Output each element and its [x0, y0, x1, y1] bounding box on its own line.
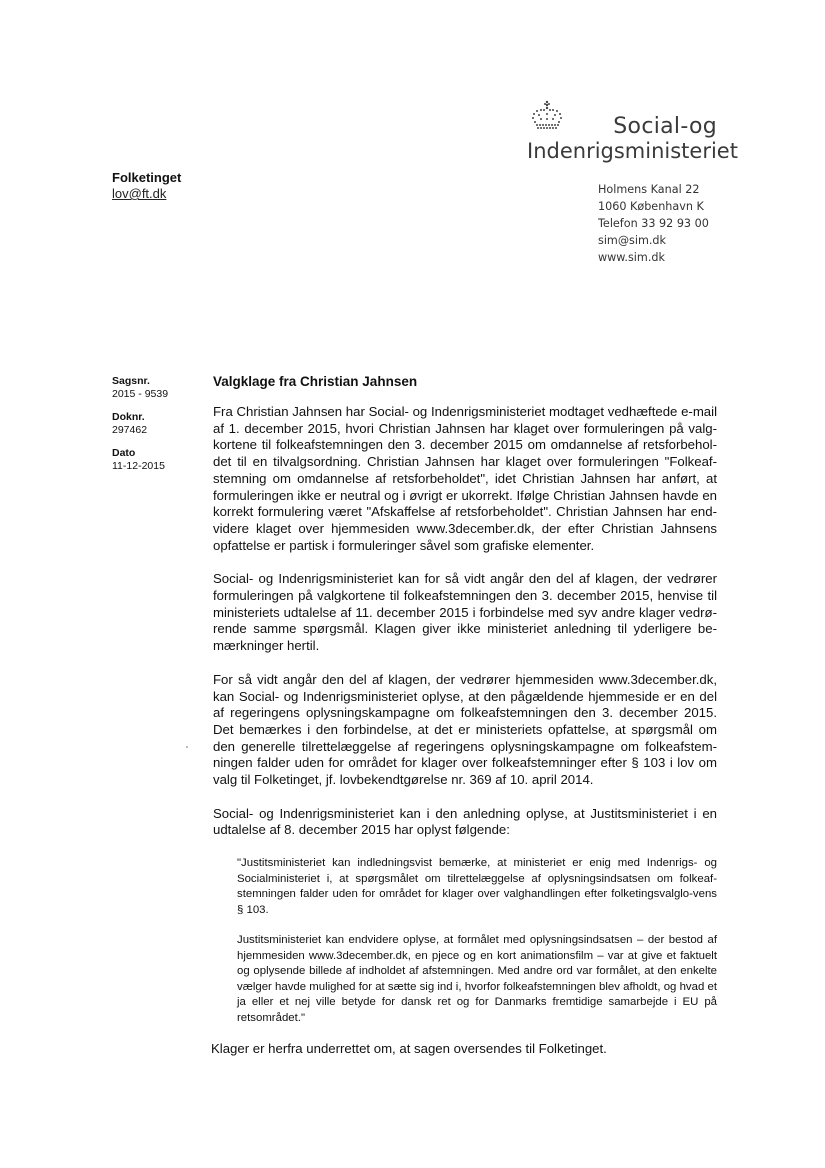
meta-date	[112, 447, 168, 473]
logo-text-line1: Social-og	[613, 114, 717, 139]
paragraph: Social- og Indenrigsministeriet kan i den anledning oplyse, at Justitsministeriet i en udtalelse af 8. december 2015 har oplyst følgende:	[213, 805, 717, 838]
letter-body	[213, 404, 717, 1058]
recipient-block	[112, 170, 181, 202]
meta-value: 297462	[112, 424, 148, 436]
address-email[interactable]: sim@sim.dk	[598, 234, 666, 247]
block-quote	[237, 856, 717, 1026]
logo-text-line2: Indenrigsministeriet	[527, 139, 738, 163]
ministry-logo	[527, 98, 738, 170]
case-metadata	[112, 375, 168, 483]
paragraph: Fra Christian Jahnsen har Social- og Indenrigsministeriet modtaget vedhæftede e-mail af 1. december 2015, hvori Christian Jahnsen har klaget over formuleringen på valg-kortene til folkeafstemningen den 3. december 2015 om omdannelse af retsforbehol-det til en tilvalgsordning. Christian Jahnsen har klaget over formuleringen "Folkeaf-stemning om omdannelse af retsforbeholdet", idet Christian Jahnsen har anført, at formuleringen ikke er neutral og i øvrigt er ukorrekt. Ifølge Christian Jahnsen havde en korrekt formulering været "Afskaffelse af retsforbeholdet". Christian Jahnsen har end-videre klaget over hjemmesiden www.3december.dk, der efter Christian Jahnsens opfattelse er partisk i formuleringer såvel som grafiske elementer.	[213, 404, 717, 553]
recipient-email-link[interactable]: lov@ft.dk	[112, 186, 167, 201]
meta-document-number	[112, 411, 168, 437]
meta-label: Dato	[112, 447, 136, 459]
address-city: 1060 København K	[598, 200, 704, 213]
address-street: Holmens Kanal 22	[598, 183, 700, 196]
sender-address	[598, 181, 709, 266]
address-website[interactable]: www.sim.dk	[598, 251, 665, 264]
paragraph: Social- og Indenrigsministeriet kan for så vidt angår den del af klagen, der vedrører formuleringen på valgkortene til folkeafstemningen den 3. december 2015, henvise til ministeriets udtalelse af 11. december 2015 i forbindelse med syv andre klager vedrø-rende samme spørgsmål. Klagen giver ikke ministeriet anledning til yderligere be-mærkninger hertil.	[213, 571, 717, 654]
meta-value: 2015 - 9539	[112, 388, 169, 400]
crown-icon	[527, 98, 567, 138]
letter-title: Valgklage fra Christian Jahnsen	[213, 374, 418, 389]
meta-case-number	[112, 375, 168, 401]
meta-label: Sagsnr.	[112, 375, 150, 387]
quote-paragraph: "Justitsministeriet kan indledningsvist bemærke, at ministeriet er enig med Indenrigs- og Socialministeriet i, at spørgsmålet om tilrettelæggelse af oplysningsindsatsen om folkeaf-stemningen falder uden for området for klager over valghandlingen efter folketingsvalglo-vens § 103.	[237, 857, 717, 916]
recipient-name: Folketinget	[112, 170, 182, 185]
closing-sentence: Klager er herfra underrettet om, at sagen oversendes til Folketinget.	[211, 1041, 607, 1057]
meta-label: Doknr.	[112, 411, 145, 423]
meta-value: 11-12-2015	[112, 460, 165, 472]
quote-paragraph: Justitsministeriet kan endvidere oplyse, at formålet med oplysningsindsatsen – der bestod af hjemmesiden www.3december.dk, en pjece og en kort animationsfilm – var at give et faktuelt og oplysende billede af indholdet af afstemningen. Med andre ord var formålet, at den enkelte vælger havde mulighed for at sætte sig ind i, hvorfor folkeafstemningen blev afholdt, og hvad et ja eller et nej ville betyde for dansk ret og for Danmarks fremtidige samarbejde i EU på retsområdet."	[237, 934, 717, 1024]
address-phone: Telefon 33 92 93 00	[598, 217, 709, 230]
scan-artifact	[186, 746, 188, 748]
paragraph: For så vidt angår den del af klagen, der vedrører hjemmesiden www.3december.dk, kan Social- og Indenrigsministeriet oplyse, at den pågældende hjemmeside er en del af regeringens oplysningskampagne om folkeafstemningen den 3. december 2015. Det bemærkes i den forbindelse, at det er ministeriets opfattelse, at spørgsmål om den generelle tilrettelæggelse af regeringens oplysningskampagne om folkeafstem-ningen falder uden for området for klager over folkeafstemninger efter § 103 i lov om valg til Folketinget, jf. lovbekendtgørelse nr. 369 af 10. april 2014.	[213, 671, 717, 788]
